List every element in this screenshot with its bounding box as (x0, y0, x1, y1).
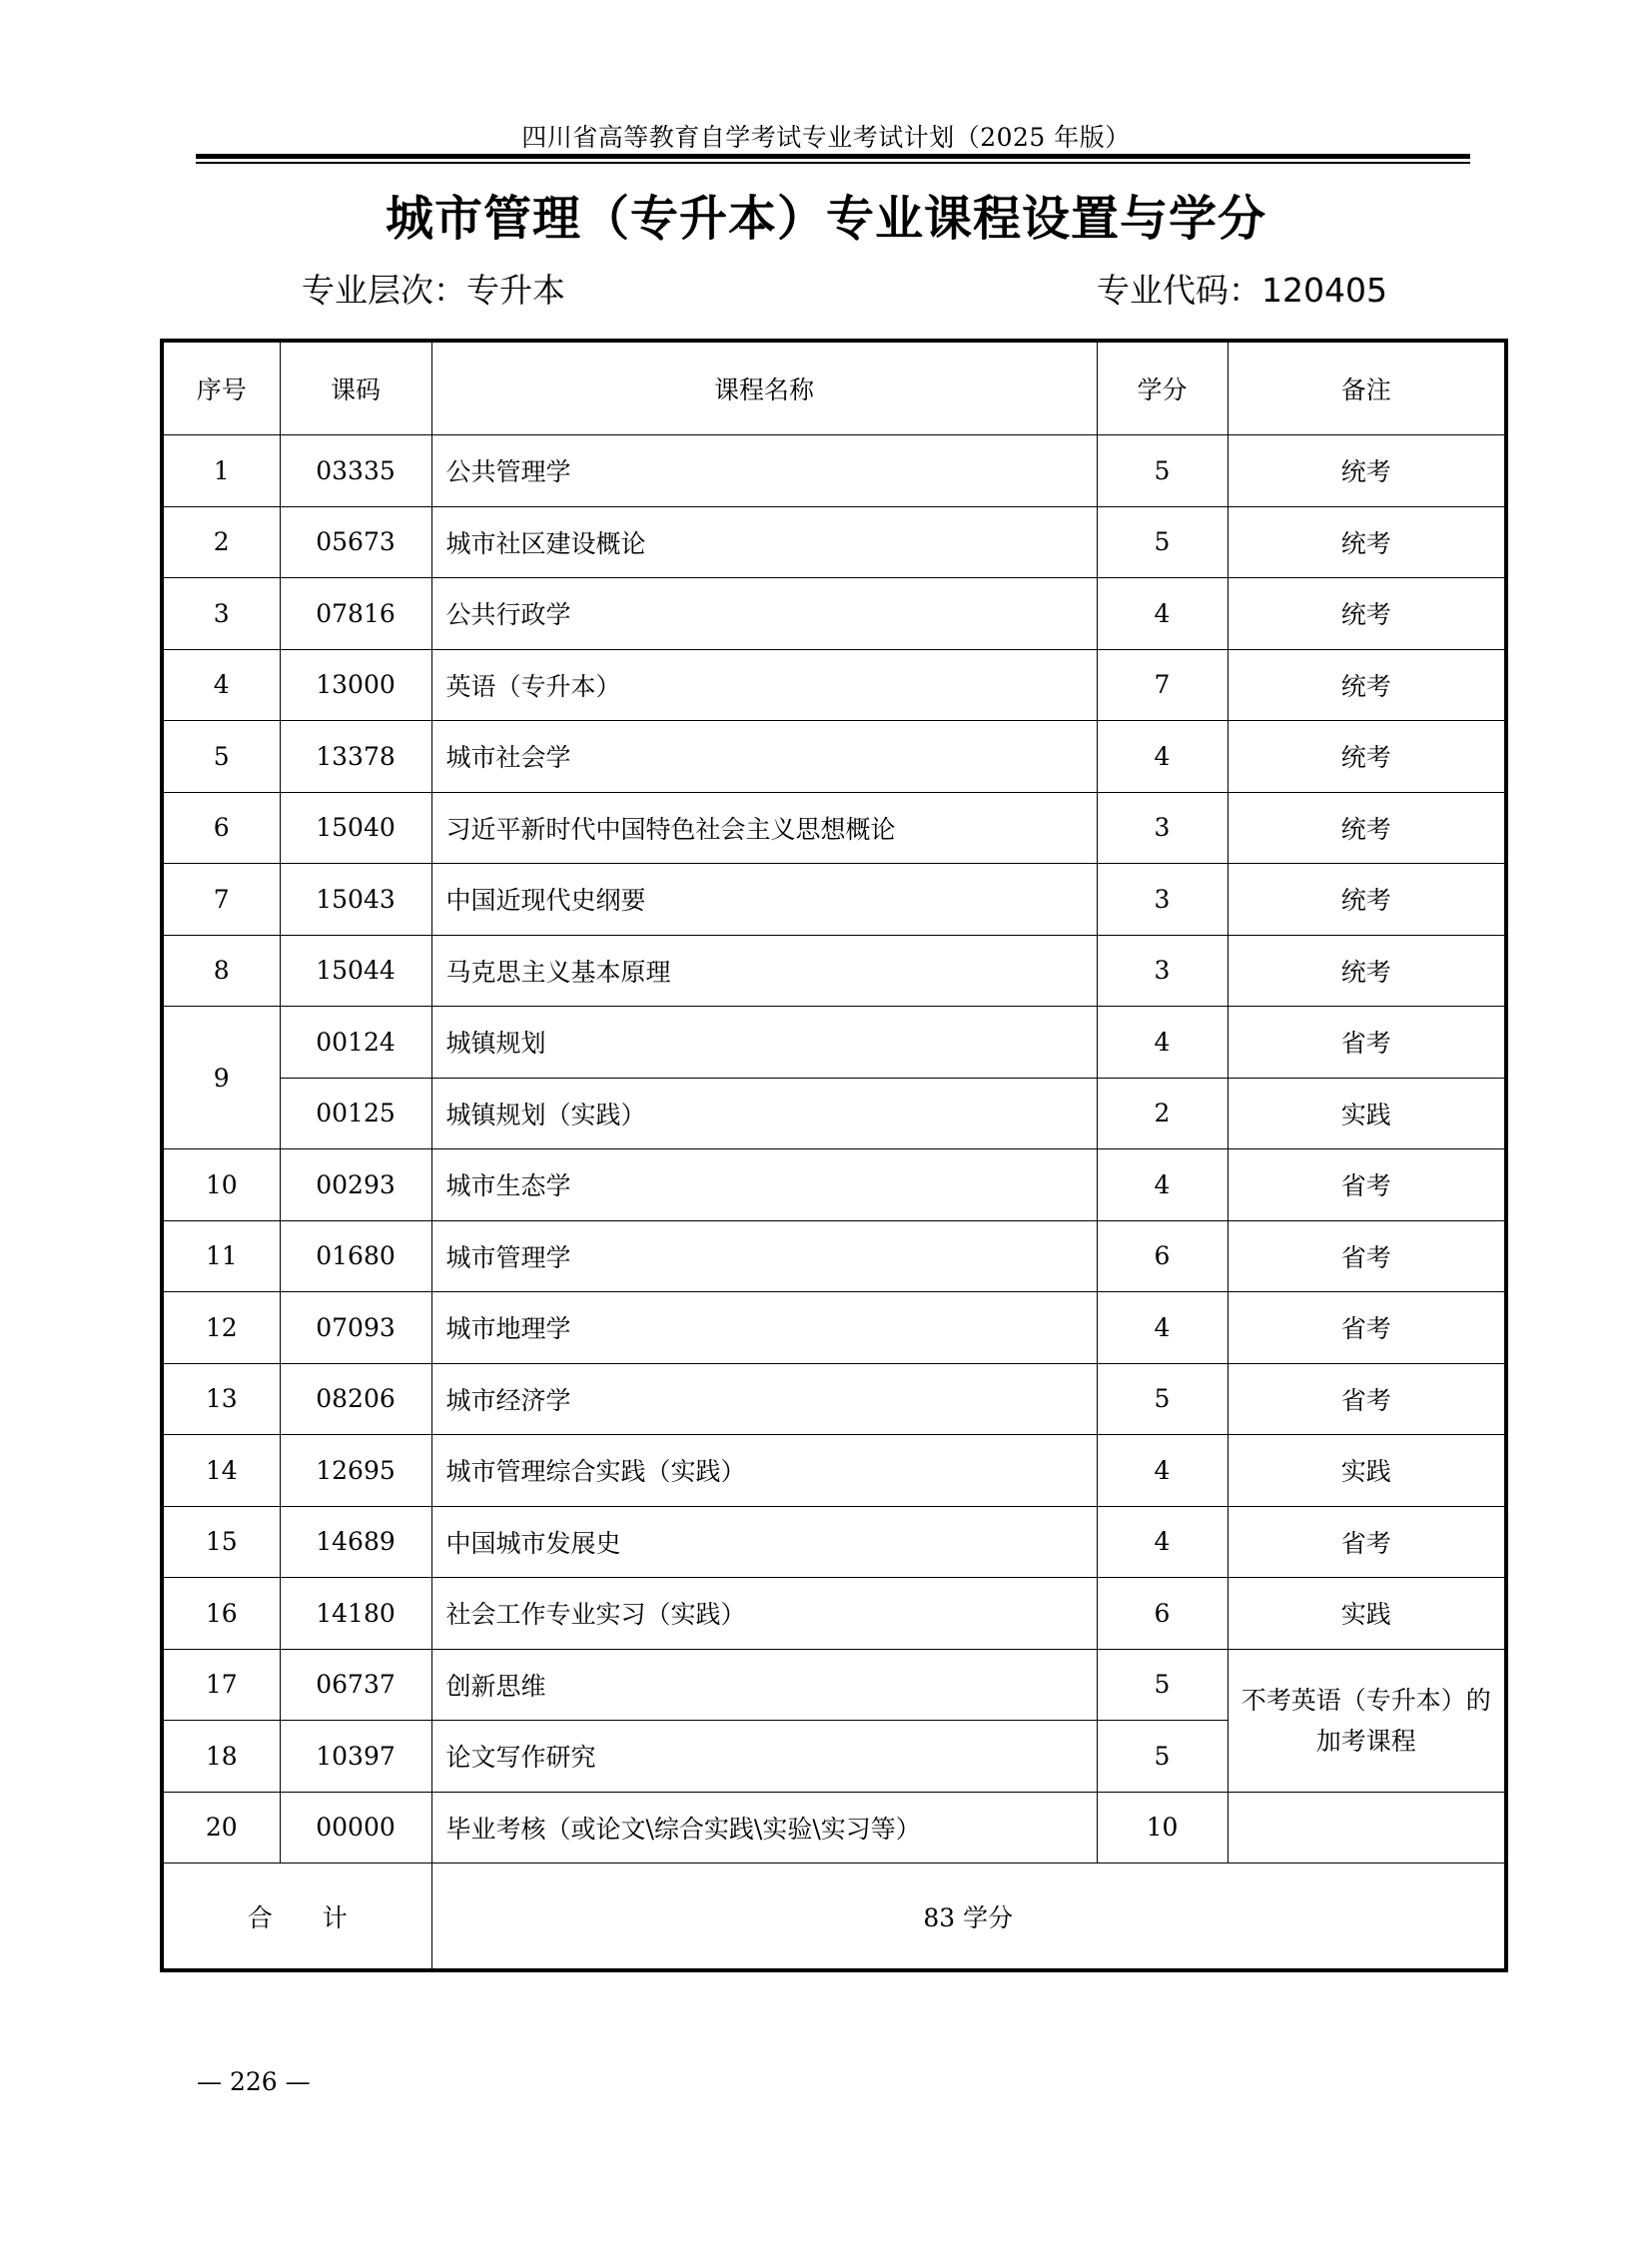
cell-credit: 6 (1097, 1578, 1228, 1650)
cell-credit: 10 (1097, 1792, 1228, 1864)
cell-credit: 5 (1097, 1721, 1228, 1793)
cell-name: 城市经济学 (431, 1363, 1097, 1435)
cell-seq: 2 (162, 506, 280, 578)
cell-note: 统考 (1228, 649, 1506, 721)
cell-name: 论文写作研究 (431, 1721, 1097, 1793)
cell-credit: 4 (1097, 721, 1228, 793)
cell-note: 统考 (1228, 935, 1506, 1007)
cell-seq: 16 (162, 1578, 280, 1650)
cell-credit: 2 (1097, 1078, 1228, 1149)
table-row (162, 1220, 1506, 1292)
cell-credit: 3 (1097, 935, 1228, 1007)
cell-name: 中国近现代史纲要 (431, 864, 1097, 936)
table-row (162, 1149, 1506, 1221)
cell-code: 00124 (280, 1007, 431, 1079)
cell-name: 公共行政学 (431, 578, 1097, 650)
cell-note: 实践 (1228, 1435, 1506, 1507)
cell-name: 城镇规划（实践） (431, 1078, 1097, 1149)
cell-code: 07816 (280, 578, 431, 650)
cell-seq: 20 (162, 1792, 280, 1864)
cell-code: 13378 (280, 721, 431, 793)
cell-code: 13000 (280, 649, 431, 721)
cell-seq: 7 (162, 864, 280, 936)
cell-name: 公共管理学 (431, 435, 1097, 507)
cell-code: 03335 (280, 435, 431, 507)
cell-name: 中国城市发展史 (431, 1506, 1097, 1578)
cell-seq: 13 (162, 1363, 280, 1435)
cell-code: 00000 (280, 1792, 431, 1864)
table-row (162, 506, 1506, 578)
cell-note: 统考 (1228, 721, 1506, 793)
cell-name: 习近平新时代中国特色社会主义思想概论 (431, 792, 1097, 864)
cell-credit: 4 (1097, 578, 1228, 650)
cell-seq: 12 (162, 1292, 280, 1364)
total-label: 合 计 (162, 1864, 431, 1971)
cell-credit: 5 (1097, 1363, 1228, 1435)
course-table (160, 339, 1508, 1972)
cell-seq: 4 (162, 649, 280, 721)
cell-note (1228, 1792, 1506, 1864)
cell-code: 12695 (280, 1435, 431, 1507)
cell-note: 省考 (1228, 1363, 1506, 1435)
cell-name: 城市生态学 (431, 1149, 1097, 1221)
table-header-row (162, 341, 1506, 435)
table-row (162, 1792, 1506, 1864)
cell-code: 10397 (280, 1721, 431, 1793)
cell-name: 毕业考核（或论文\综合实践\实验\实习等） (431, 1792, 1097, 1864)
cell-code: 00293 (280, 1149, 431, 1221)
table-row (162, 578, 1506, 650)
cell-credit: 4 (1097, 1007, 1228, 1079)
page-title: 城市管理（专升本）专业课程设置与学分 (385, 191, 1266, 247)
header-code: 课码 (280, 341, 431, 435)
cell-code: 01680 (280, 1220, 431, 1292)
cell-code: 07093 (280, 1292, 431, 1364)
header-rule-thin (196, 162, 1470, 164)
cell-note: 统考 (1228, 578, 1506, 650)
cell-name: 城市社区建设概论 (431, 506, 1097, 578)
cell-code: 06737 (280, 1649, 431, 1721)
cell-seq: 18 (162, 1721, 280, 1793)
cell-code: 08206 (280, 1363, 431, 1435)
cell-credit: 3 (1097, 864, 1228, 936)
cell-name: 马克思主义基本原理 (431, 935, 1097, 1007)
cell-seq: 9 (162, 1007, 280, 1149)
table-row (162, 1007, 1506, 1079)
cell-seq: 8 (162, 935, 280, 1007)
cell-note: 统考 (1228, 792, 1506, 864)
cell-seq: 5 (162, 721, 280, 793)
cell-seq: 11 (162, 1220, 280, 1292)
cell-code: 14689 (280, 1506, 431, 1578)
cell-seq: 1 (162, 435, 280, 507)
cell-note-extra (1228, 1649, 1506, 1792)
cell-credit: 5 (1097, 1649, 1228, 1721)
table-row (162, 1363, 1506, 1435)
cell-credit: 4 (1097, 1292, 1228, 1364)
cell-credit: 4 (1097, 1506, 1228, 1578)
cell-code: 00125 (280, 1078, 431, 1149)
cell-note: 省考 (1228, 1292, 1506, 1364)
cell-seq: 10 (162, 1149, 280, 1221)
cell-note: 统考 (1228, 435, 1506, 507)
cell-code: 14180 (280, 1578, 431, 1650)
cell-name: 社会工作专业实习（实践） (431, 1578, 1097, 1650)
cell-credit: 3 (1097, 792, 1228, 864)
header-seq: 序号 (162, 341, 280, 435)
cell-code: 15044 (280, 935, 431, 1007)
cell-name: 城市社会学 (431, 721, 1097, 793)
extra-note-line-1: 不考英语（专升本）的 (1240, 1685, 1491, 1715)
major-level: 专业层次：专升本 (302, 271, 565, 310)
running-header: 四川省高等教育自学考试专业考试计划（2025 年版） (521, 123, 1131, 152)
table-row (162, 1578, 1506, 1650)
cell-note: 省考 (1228, 1149, 1506, 1221)
cell-seq: 15 (162, 1506, 280, 1578)
cell-seq: 14 (162, 1435, 280, 1507)
total-row (162, 1864, 1506, 1971)
cell-name: 城市管理综合实践（实践） (431, 1435, 1097, 1507)
cell-seq: 6 (162, 792, 280, 864)
cell-code: 05673 (280, 506, 431, 578)
cell-credit: 6 (1097, 1220, 1228, 1292)
table-row (162, 1292, 1506, 1364)
table-row (162, 935, 1506, 1007)
table-row (162, 435, 1506, 507)
cell-note: 省考 (1228, 1220, 1506, 1292)
cell-note: 实践 (1228, 1078, 1506, 1149)
cell-seq: 3 (162, 578, 280, 650)
cell-note: 省考 (1228, 1506, 1506, 1578)
table-row (162, 1649, 1506, 1721)
total-value: 83 学分 (431, 1864, 1506, 1971)
cell-note: 省考 (1228, 1007, 1506, 1079)
cell-name: 城镇规划 (431, 1007, 1097, 1079)
cell-code: 15040 (280, 792, 431, 864)
cell-name: 城市管理学 (431, 1220, 1097, 1292)
page-number: — 226 — (197, 2067, 311, 2096)
header-credit: 学分 (1097, 341, 1228, 435)
header-name: 课程名称 (431, 341, 1097, 435)
cell-name: 城市地理学 (431, 1292, 1097, 1364)
table-row (162, 649, 1506, 721)
header-rule-thick (196, 154, 1470, 159)
table-row (162, 721, 1506, 793)
cell-credit: 4 (1097, 1435, 1228, 1507)
table-row (162, 1506, 1506, 1578)
cell-name: 英语（专升本） (431, 649, 1097, 721)
cell-credit: 7 (1097, 649, 1228, 721)
cell-credit: 4 (1097, 1149, 1228, 1221)
table-row (162, 1078, 1506, 1149)
cell-code: 15043 (280, 864, 431, 936)
major-code: 专业代码：120405 (1097, 271, 1387, 310)
cell-credit: 5 (1097, 506, 1228, 578)
header-note: 备注 (1228, 341, 1506, 435)
cell-seq: 17 (162, 1649, 280, 1721)
cell-note: 实践 (1228, 1578, 1506, 1650)
cell-note: 统考 (1228, 864, 1506, 936)
table-row (162, 792, 1506, 864)
cell-name: 创新思维 (431, 1649, 1097, 1721)
table-row (162, 1435, 1506, 1507)
cell-credit: 5 (1097, 435, 1228, 507)
extra-note-line-2: 加考课程 (1315, 1726, 1416, 1756)
cell-note: 统考 (1228, 506, 1506, 578)
table-row (162, 864, 1506, 936)
